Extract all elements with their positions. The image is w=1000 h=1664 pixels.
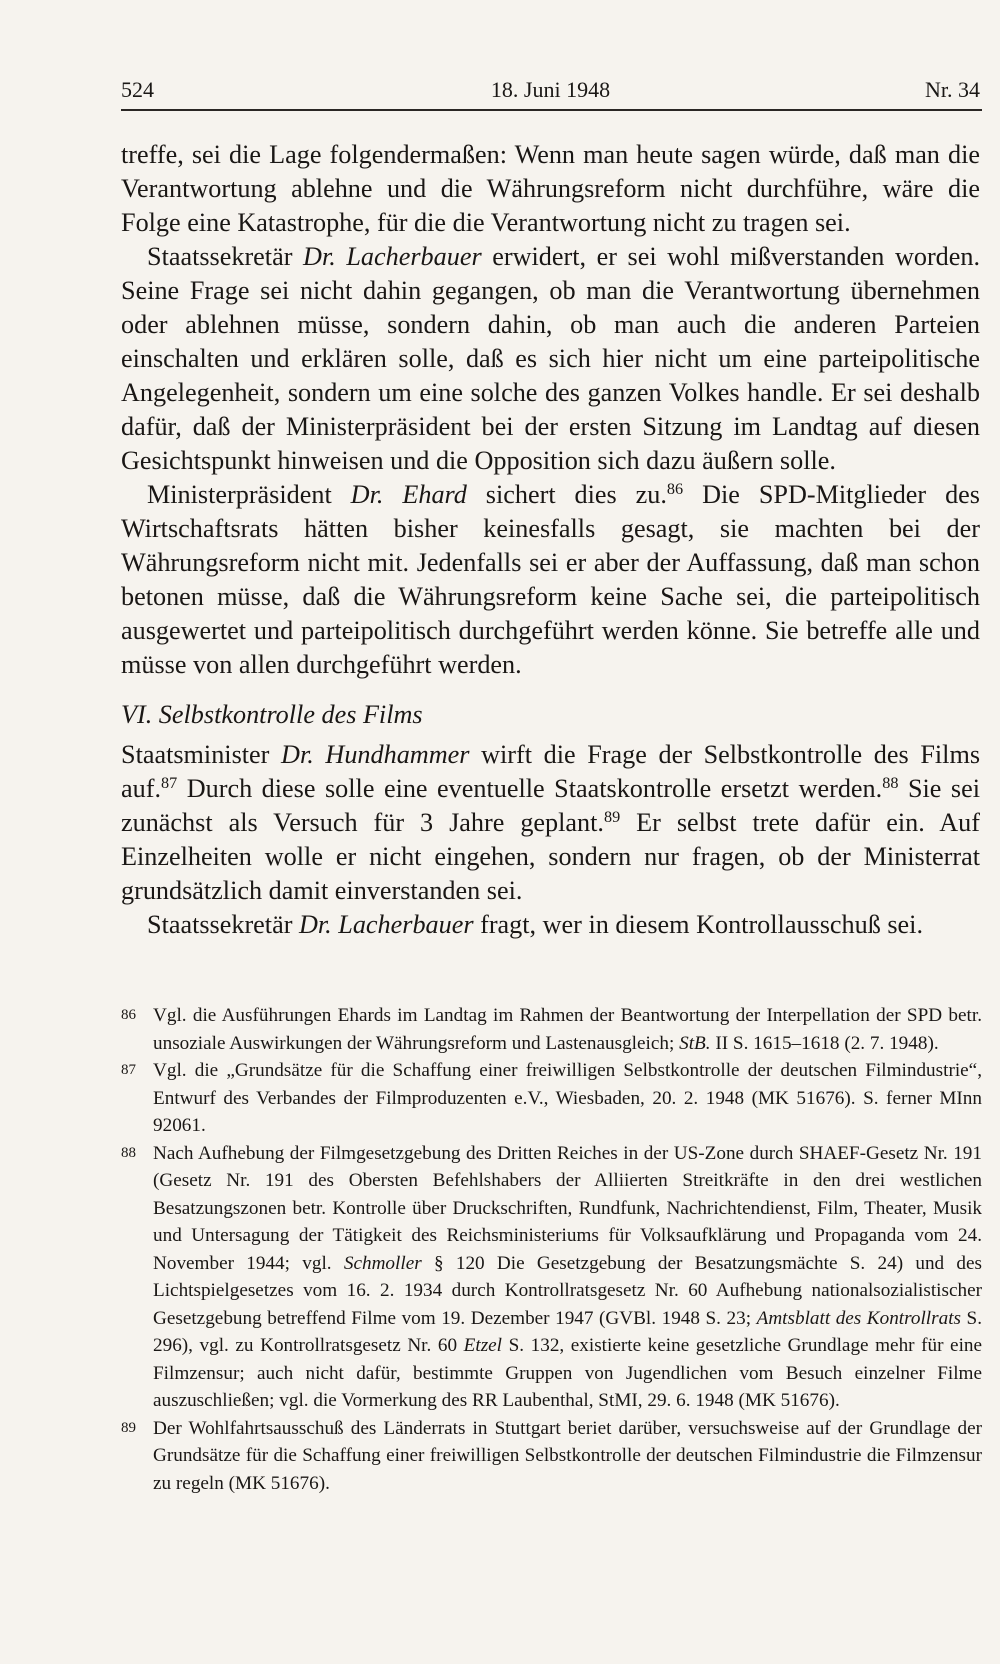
footnote-ref[interactable]: 88 bbox=[882, 774, 899, 793]
speaker-title: Staatssekretär bbox=[147, 910, 293, 939]
header-issue-number: Nr. 34 bbox=[925, 77, 980, 102]
paragraph: treffe, sei die Lage folgendermaßen: Wenn man heute sagen würde, daß man die Verantwortung ablehne und die Währungsreform nicht durchführe, wäre die Folge eine Katastrophe, für die die Verantwortung nicht zu tragen sei. bbox=[121, 140, 980, 237]
page-number: 524 bbox=[121, 77, 154, 102]
footnote-number: 88 bbox=[121, 1144, 136, 1161]
footnote-number: 89 bbox=[121, 1419, 136, 1436]
footnote-ref[interactable]: 89 bbox=[603, 808, 621, 827]
footnote-text: Nach Aufhebung der Filmgesetzgebung des Dritten Reiches in der US-Zone durch SHAEF-Gesetz Nr. 191 (Gesetz Nr. 191 des Obersten Befehlshabers der Alliierten Streitkräfte in den drei westlichen Besatzungszonen betr. Kontrolle über Druckschriften, Rundfunk, Nachrichtendienst, Film, Theater, Musik und Untersagung der Tätigkeit des Reichsministeriums für Volksaufklärung und Propaganda vom 24. November 1944; vgl. bbox=[153, 1142, 982, 1274]
header-date: 18. Juni 1948 bbox=[490, 77, 611, 102]
footnote-italic: Etzel bbox=[463, 1335, 503, 1356]
footnote-italic: StB. bbox=[679, 1032, 711, 1054]
paragraph-text: Er selbst trete dafür ein. Auf Einzelheiten wolle er nicht eingehen, sondern nur fragen, ob der Ministerrat grundsätzlich damit einverstanden sei. bbox=[121, 808, 981, 905]
footnotes bbox=[121, 1002, 982, 1497]
footnote-text: Vgl. die „Grundsätze für die Schaffung einer freiwilligen Selbstkontrolle der deutschen Filmindustrie“, Entwurf des Verbandes der Filmproduzenten e.V., Wiesbaden, 20. 2. 1948 (MK 51676). S. ferner MInn 92061. bbox=[153, 1060, 982, 1136]
paragraph bbox=[121, 738, 980, 908]
footnote-italic: Schmoller bbox=[343, 1252, 422, 1274]
paragraph-text: Sie sei zunächst als Versuch für 3 Jahre geplant. bbox=[121, 774, 980, 837]
main-text bbox=[121, 138, 980, 942]
footnote-ref[interactable]: 86 bbox=[666, 480, 684, 499]
footnote-text: Der Wohlfahrtsausschuß des Länderrats in Stuttgart beriet darüber, versuchsweise auf der Grundlage der Grundsätze für die Schaffung einer freiwilligen Selbstkontrolle der deutschen Filmindustrie die Filmzensur zu regeln (MK 51676). bbox=[153, 1417, 982, 1494]
footnote-text: § 120 Die Gesetzgebung der Besatzungsmächte S. 24) und des Lichtspielgesetzes vom 16. 2. 1934 durch Kontrollratsgesetz Nr. 60 Aufhebung nationalsozialistischer Gesetzgebung betreffend Filme vom 19. Dezember 1947 (GVBl. 1948 S. 23; bbox=[153, 1252, 983, 1329]
footnote-ref[interactable]: 87 bbox=[161, 774, 178, 793]
speaker-name: Dr. Lacherbauer bbox=[303, 242, 482, 271]
footnote bbox=[121, 1057, 982, 1140]
footnote-text: II S. 1615–1618 (2. 7. 1948). bbox=[715, 1032, 939, 1054]
section-heading: VI. Selbstkontrolle des Films bbox=[121, 700, 423, 729]
paragraph-text: sichert dies zu. bbox=[485, 480, 667, 509]
speaker-title: Ministerpräsident bbox=[147, 480, 332, 509]
speaker-title: Staatssekretär bbox=[147, 242, 293, 271]
footnote-text: Vgl. die Ausführungen Ehards im Landtag im Rahmen der Beantwortung der Interpellation der SPD betr. unsoziale Auswirkungen der Währungsreform und Lastenausgleich; bbox=[153, 1005, 982, 1054]
speaker-name: Dr. Hundhammer bbox=[281, 740, 470, 769]
header-rule bbox=[121, 109, 982, 111]
paragraph-text: Die SPD-Mitglieder des Wirtschaftsrats hätten bisher keinesfalls gesagt, sie machten bei der Währungsreform nicht mit. Jedenfalls sei er aber der Auffassung, daß man schon betonen müsse, daß die Währungsreform keine Sache sei, die parteipolitisch ausgewertet und parteipolitisch durchgeführt werden könne. Sie betreffe alle und müsse von allen durchgeführt werden. bbox=[121, 480, 980, 679]
footnote bbox=[121, 1415, 982, 1498]
paragraph bbox=[121, 908, 980, 942]
footnote bbox=[121, 1140, 982, 1415]
paragraph bbox=[121, 240, 980, 478]
footnote-italic: Amtsblatt des Kontrollrats bbox=[756, 1307, 961, 1329]
paragraph-text: wirft die Frage der Selbstkontrolle des Films auf. bbox=[121, 740, 981, 803]
footnote-text: S. 296), vgl. zu Kontrollratsgesetz Nr. 60 bbox=[153, 1307, 983, 1356]
running-header bbox=[121, 72, 980, 108]
speaker-title: Staatsminister bbox=[121, 740, 270, 769]
paragraph-text: erwidert, er sei wohl mißverstanden worden. Seine Frage sei nicht dahin gegangen, ob man die Verantwortung übernehmen oder ablehnen müsse, sondern dahin, ob man auch die anderen Parteien einschalten und erklären solle, daß es sich hier nicht um eine parteipolitische Angelegenheit, sondern um eine solche des ganzen Volkes handle. Er sei deshalb dafür, daß der Ministerpräsident bei der ersten Sitzung im Landtag auf diesen Gesichtspunkt hinweisen und die Opposition sich dazu äußern solle. bbox=[121, 242, 981, 475]
footnote bbox=[121, 1002, 982, 1057]
paragraph-text: fragt, wer in diesem Kontrollausschuß sei. bbox=[480, 910, 924, 939]
speaker-name: Dr. Ehard bbox=[350, 480, 467, 509]
speaker-name: Dr. Lacherbauer bbox=[298, 910, 474, 939]
footnote-number: 86 bbox=[121, 1007, 136, 1023]
footnote-number: 87 bbox=[121, 1062, 136, 1078]
paragraph bbox=[121, 478, 980, 682]
footnote-text: S. 132, existierte keine gesetzliche Grundlage mehr für eine Filmzensur; auch nicht dafür, bestimmte Gruppen von Jugendlichen vom Besuch einzelner Filme auszuschließen; vgl. die Vormerkung des RR Laubenthal, StMI, 29. 6. 1948 (MK 51676). bbox=[153, 1335, 983, 1411]
paragraph-text: Durch diese solle eine eventuelle Staatskontrolle ersetzt werden. bbox=[186, 774, 883, 803]
